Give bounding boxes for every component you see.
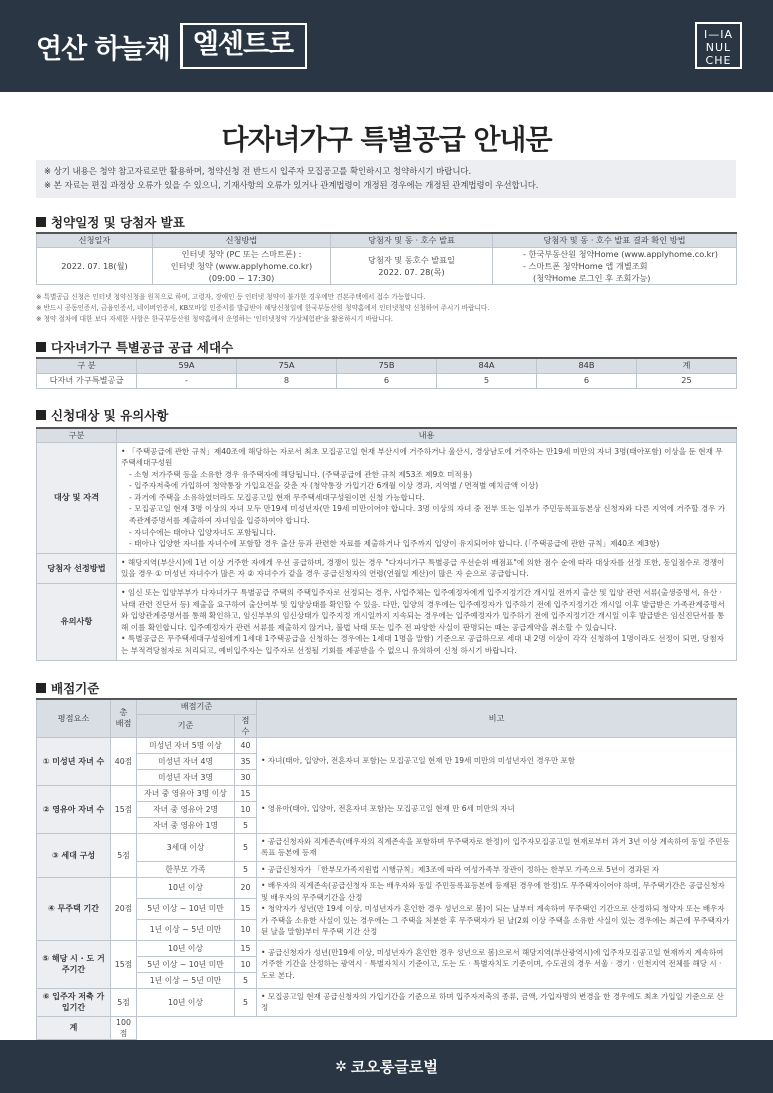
section-title: 신청대상 및 유의사항 [51,408,169,423]
square-bullet-icon [36,342,46,352]
content-line: • 임신 또는 입양부부가 다자녀가구 특별공급 주택의 주택입주자로 선정되는 경우, 사업주체는 입주예정자에게 입주지정기간 개시일 전까지 출산 및 입양 관련 서류(출생증명서, 유산 · 낙태 관련 진단서 등) 제출을 요구하여 출산여부 및 입양상태를 확인할 수 있음. 다만, 입양의 경우에는 입주예정자가 입주하기 전에 입주지정기간 개시일 이후 발급받은 가족관계증명서와 입양관계증명서를 통해 확인하고, 임신부부의 임신상태가 입주지정 개시일까지 지속되는 경우에는 입주예정자가 입주하기 전에 입주지정기간 개시일 이후 발급받은 임신진단서를 통해 이를 확인합니다. 입주예정자가 관련 서류를 제출하지 않거나, 불법 낙태 또는 입주 전 파양한 사실이 판명되는 때는 공급계약을 취소할 수 있습니다. [121,588,725,632]
eligibility-table [36,427,737,661]
brand-title [36,24,307,68]
column-header: 평점요소 [37,699,111,737]
score-item-label: ⑤ 해당 시 · 도 거주기간 [37,940,111,988]
footnote: ※ 반드시 공동인증서, 금융인증서, 네이버인증서, KB모바일 인증서를 발급받아 해당신청일에 한국부동산원 청약홈에서 인터넷청약 신청하여 주시기 바랍니다. [36,304,490,312]
score-total: 20점 [111,878,137,941]
column-header: 비고 [257,699,737,737]
criteria-score: 15 [235,898,257,919]
note-line: • 청약자가 성년(만 19세 이상, 미성년자가 혼인한 경우 성년으로 봄)이 되는 날부터 계속하여 무주택인 기간으로 산정하되 청약자 또는 배우자가 주택을 소유한 사실이 있는 경우에는 그 주택을 처분한 후 무주택자가 된 날(2회 이상 주택을 소유한 사실이 있는 경우에는 최근에 무주택자가 된 날을 말함)부터 무주택 기간 산정 [261,904,730,936]
column-header [111,699,137,737]
column-header: 84A [437,358,537,373]
note-line: • 공급신청자가 성년(만19세 이상, 미성년자가 혼인한 경우 성년으로 봄)으로서 해당지역(부산광역시)에 입주자모집공고일 현재까지 계속하여 거주한 기간을 산정하는 광역시 · 특별자치시 기준이고, 도는 도 · 특별자치도 기준이며, 수도권의 경우 서울 · 경기 · 인천지역 전체를 해당 시 · 도로 본다. [261,947,724,980]
note-line: • 공급신청자가 「한부모가족지원법 시행규칙」제3조에 따라 여성가족부 장관이 정하는 한부모 가족으로 5년이 경과된 자 [261,864,660,874]
table-row [37,878,737,899]
footer-bar [0,1040,773,1093]
criteria-standard: 미성년 자녀 5명 이상 [137,737,235,753]
section-heading-supply [36,338,233,356]
criteria-standard: 10년 이상 [137,878,235,899]
criteria-score: 5 [235,817,257,833]
criteria-standard: 미성년 자녀 4명 [137,753,235,769]
kolon-logo-icon: ✲ [335,1058,347,1075]
cell-line: 인터넷 청약 (PC 또는 스마트폰) : [181,248,302,259]
cell-line: (09:00 ~ 17:30) [208,272,275,283]
apply-method [153,247,331,284]
score-item-label: ④ 무주택 기간 [37,878,111,941]
criteria-standard: 자녀 중 영유아 2명 [137,801,235,817]
score-total: 15점 [111,940,137,988]
score-total: 5점 [111,833,137,878]
note-line: • 공급신청자와 직계존속(배우자의 직계존속을 포함하며 무주택자로 한정)이 입주자모집공고일 현재로부터 과거 3년 이상 계속하여 동일 주민등록표 등본에 등재 [261,836,730,857]
empty-cell [137,1016,737,1039]
row-content [117,553,737,583]
logo-line-1: I—IA [703,28,733,41]
criteria-score: 15 [235,940,257,956]
table-row [37,553,737,583]
apply-date: 2022. 07. 18(월) [37,247,153,284]
row-label: 대상 및 자격 [37,442,117,553]
table-cell: 6 [337,373,437,388]
row-label: 유의사항 [37,584,117,661]
content-line: • 해당지역(부산시)에 1년 이상 거주한 자에게 우선 공급하며, 경쟁이 있는 경우 "다자녀가구 특별공급 우선순위 배점표"에 의한 점수 순에 따라 대상자를 선정 또한, 동일점수로 경쟁이 있을 경우 ① 미성년 자녀수가 많은 자 ② 자녀수가 같을 경우 공급신청자의 연령(연월일 계산)이 많은 자 순으로 공급합니다. [121,557,725,579]
notice-line: ※ 본 자료는 편집 과정상 오류가 있을 수 있으니, 기재사항의 오류가 있거나 관계법령이 개정된 경우에는 개정된 관계법령이 우선합니다. [44,180,539,190]
table-row [37,940,737,956]
score-note [257,833,737,861]
column-header: 75A [237,358,337,373]
section-heading-eligibility [36,406,168,424]
criteria-score: 30 [235,769,257,785]
section-heading-schedule [36,213,185,231]
section-heading-scoring [36,679,99,697]
score-note [257,988,737,1016]
company-name: 코오롱글로벌 [350,1058,438,1076]
column-header: 구 분 [37,358,137,373]
note-line: • 자녀(태아, 입양아, 전혼자녀 포함)는 모집공고일 현재 만 19세 미만의 미성년자인 경우만 포함 [261,756,576,766]
logo-line-3: CHE [705,54,732,67]
row-content [117,584,737,661]
table-cell: - [137,373,237,388]
brand-left: 연산 하늘채 [36,33,170,65]
column-header: 신청일자 [37,233,153,247]
criteria-score: 40 [235,737,257,753]
cell-line: 인터넷 청약 (www.applyhome.co.kr) [170,260,313,271]
notice-box [36,160,736,198]
section-title: 청약일정 및 당첨자 발표 [51,215,185,230]
logo-line-2: NUL [705,41,732,54]
page-title: 다자녀가구 특별공급 안내문 [221,123,552,156]
criteria-standard: 10년 이상 [137,988,235,1016]
scoring-table [36,698,737,1040]
supply-table [36,357,737,389]
table-row [37,833,737,861]
content-line: - 자녀수에는 태아나 입양자녀도 포함됩니다. [129,527,276,537]
total-label: 계 [37,1016,111,1039]
table-row [37,442,737,553]
criteria-standard: 10년 이상 [137,940,235,956]
announce-date [331,247,493,284]
column-header: 배점기준 [137,699,257,714]
score-total: 5점 [111,988,137,1016]
table-cell: 8 [237,373,337,388]
table-row [37,373,737,388]
footnote: ※ 청약 절차에 대한 보다 자세한 사항은 한국부동산원 청약홈에서 운영하는 '인터넷청약 가상체험관'을 활용하시기 바랍니다. [36,315,393,323]
column-header: 84B [537,358,637,373]
score-total: 40점 [111,737,137,785]
column-header: 계 [637,358,737,373]
score-item-label: ③ 세대 구성 [37,833,111,878]
criteria-score: 5 [235,972,257,988]
cell-line: 2022. 07. 28(목) [378,266,445,277]
content-line: - 모집공고일 현재 3명 이상의 자녀 모두 만19세 미성년자(만 19세 미만이어야 합니다. 3명 이상의 자녀 중 전부 또는 일부가 주민등록표등본상 신청자와 다른 지역에 거주할 경우 가족관계증명서를 제출하여 자녀임을 입증하여야 합니다. [129,504,726,526]
criteria-score: 35 [235,753,257,769]
notice-line: ※ 상기 내용은 청약 참고자료로만 활용하며, 청약신청 전 반드시 입주자 모집공고를 확인하시고 청약하시기 바랍니다. [44,166,472,176]
section-title: 다자녀가구 특별공급 공급 세대수 [51,340,234,355]
score-total: 15점 [111,785,137,833]
score-note [257,785,737,833]
table-row [37,988,737,1016]
square-bullet-icon [36,683,46,693]
criteria-standard: 5년 이상 ~ 10년 미만 [137,956,235,972]
content-line: - 입주자저축에 가입하여 청약통장 가입요건을 갖춘 자 (청약통장 가입기간 6개월 이상 경과, 지역별 / 면적별 예치금액 이상) [129,481,539,491]
table-row [37,737,737,753]
row-content [117,442,737,553]
criteria-standard: 미성년 자녀 3명 [137,769,235,785]
table-row [37,584,737,661]
score-note [257,737,737,785]
content-line: - 소형 저가주택 등을 소유한 경우 유주택자에 해당됩니다. (주택공급에 관한 규칙 제53조 제9호 미적용) [129,469,473,479]
header-line: 총 [119,707,128,718]
column-header: 점수 [235,714,257,737]
score-note [257,940,737,988]
column-header: 기준 [137,714,235,737]
criteria-standard: 5년 이상 ~ 10년 미만 [137,898,235,919]
schedule-table [36,232,737,285]
table-header-row [37,699,737,714]
section-title: 배점기준 [51,681,100,696]
table-header-row [37,358,737,373]
column-header: 구분 [37,428,117,442]
note-line: • 영유아(태아, 입양아, 전혼자녀 포함)는 모집공고일 현재 만 6세 미만의 자녀 [261,804,515,814]
cell-line: 당첨자 및 동호수 발표일 [368,254,455,265]
square-bullet-icon [36,217,46,227]
table-header-row [37,233,737,247]
criteria-score: 10 [235,801,257,817]
note-line: • 모집공고일 현재 공급신청자의 가입기간을 기준으로 하며 입주자저축의 종류, 금액, 가입자명의 변경을 한 경우에도 최초 가입일 기준으로 산정 [261,991,724,1012]
content-line: • 「주택공급에 관한 규칙」제40조에 해당하는 자로서 최초 모집공고일 현재 부산시에 거주하거나 울산시, 경상남도에 거주하는 만19세 미만의 자녀 3명(태아포함) 이상을 둔 현재 무주택세대구성원 [121,446,723,468]
schedule-footnotes [36,292,736,325]
brand-right: 엘센트로 [180,23,307,69]
footnote: ※ 특별공급 신청은 인터넷 청약신청을 원칙으로 하며, 고령자, 장애인 등 인터넷 청약이 불가한 경우에만 견본주택에서 접수 가능합니다. [36,293,426,301]
result-check-method [493,247,737,284]
total-score: 100점 [111,1016,137,1039]
cell-line: - 한국부동산원 청약Home (www.applyhome.co.kr) [523,248,718,259]
score-note [257,878,737,941]
criteria-score: 5 [235,833,257,861]
header-bar [0,0,773,92]
criteria-standard: 자녀 중 영유아 1명 [137,817,235,833]
row-label: 당첨자 선정방법 [37,553,117,583]
table-cell: 25 [637,373,737,388]
column-header: 신청방법 [153,233,331,247]
table-row [37,785,737,801]
score-note [257,861,737,878]
criteria-score: 15 [235,785,257,801]
table-header-row [37,428,737,442]
column-header: 내용 [117,428,737,442]
criteria-standard: 3세대 이상 [137,833,235,861]
square-bullet-icon [36,410,46,420]
table-cell: 5 [437,373,537,388]
criteria-standard: 자녀 중 영유아 3명 이상 [137,785,235,801]
column-header: 75B [337,358,437,373]
criteria-score: 10 [235,956,257,972]
score-item-label: ① 미성년 자녀 수 [37,737,111,785]
table-row [37,861,737,878]
content-line: - 과거에 주택을 소유하였더라도 모집공고일 현재 무주택세대구성원이면 신청 가능합니다. [129,492,425,502]
column-header: 당첨자 및 동 · 호수 발표 [331,233,493,247]
table-row [37,247,737,284]
score-item-label: ② 영유아 자녀 수 [37,785,111,833]
table-cell: 다자녀 가구특별공급 [37,373,137,388]
header-line: 배점 [115,718,132,729]
criteria-standard: 1년 이상 ~ 5년 미만 [137,972,235,988]
criteria-standard: 한부모 가족 [137,861,235,878]
hanulche-logo [695,22,742,69]
column-header: 59A [137,358,237,373]
criteria-score: 5 [235,988,257,1016]
criteria-score: 5 [235,861,257,878]
table-cell: 6 [537,373,637,388]
content-line: • 특별공급은 무주택세대구성원에게 1세대 1주택공급을 신청하는 경우에는 1세대 1명을 말함) 기준으로 공급하므로 세대 내 2명 이상이 각각 신청하여 1명이라도 선정이 되면, 당첨자는 부적격당첨자로 처리되고, 예비입주자는 입주자로 선정될 기회를 제공받을 수 없으니 유의하여 신청 하시기 바랍니다. [121,634,725,655]
criteria-score: 10 [235,919,257,940]
total-row [37,1016,737,1039]
criteria-standard: 1년 이상 ~ 5년 미만 [137,919,235,940]
note-line: • 배우자의 직계존속(공급신청자 또는 배우자와 동일 주민등록표등본에 등재된 경우에 한정)도 무주택자이어야 하며, 무주택기간은 공급신청자 및 배우자의 무주택기간을 산정 [261,881,725,902]
criteria-score: 20 [235,878,257,899]
column-header: 당첨자 및 동 · 호수 발표 결과 확인 방법 [493,233,737,247]
cell-line: - 스마트폰 청약Home 앱 개별조회 [523,260,648,271]
score-item-label: ⑥ 입주자 저축 가입기간 [37,988,111,1016]
cell-line: (청약Home 로그인 후 조회가능) [533,272,651,283]
content-line: - 태아나 입양한 자녀를 자녀수에 포함할 경우 출산 등과 관련한 자료를 제출하거나 입주까지 입양이 유지되어야 합니다. (「주택공급에 관한 규칙」제40조 제3항) [129,539,660,549]
